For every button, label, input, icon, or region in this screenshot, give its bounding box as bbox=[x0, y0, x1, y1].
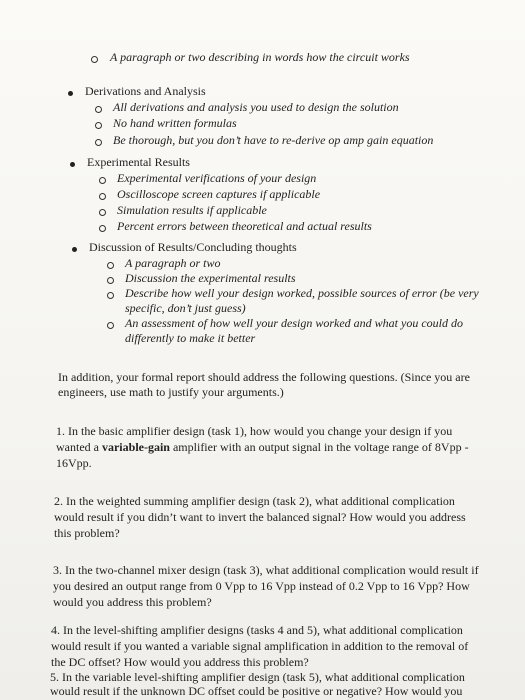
sub-bullet bbox=[99, 193, 106, 200]
list-item: A paragraph or two bbox=[125, 256, 221, 270]
list-item: Discussion the experimental results bbox=[125, 271, 296, 285]
question-3-line: you desired an output range from 0 Vpp to 16 Vpp instead of 0.2 Vpp to 16 Vpp? How bbox=[53, 579, 470, 593]
sub-bullet bbox=[95, 139, 102, 146]
intro-line: In addition, your formal report should address the following questions. (Since you are bbox=[58, 370, 470, 384]
sub-bullet bbox=[107, 262, 114, 269]
question-3-line: 3. In the two-channel mixer design (task 3), what additional complication would result if bbox=[53, 563, 479, 577]
sub-bullet bbox=[95, 122, 102, 129]
intro-line: engineers, use math to justify your arguments.) bbox=[58, 385, 284, 399]
section-heading-experimental: Experimental Results bbox=[87, 155, 190, 169]
list-item: Experimental verifications of your design bbox=[117, 171, 317, 185]
sub-bullet bbox=[91, 56, 98, 63]
sub-bullet bbox=[99, 209, 106, 216]
sub-bullet bbox=[99, 177, 106, 184]
list-item: An assessment of how well your design worked and what you could do bbox=[125, 316, 463, 330]
sub-bullet bbox=[107, 292, 114, 299]
question-4-line: would result if you wanted a variable signal amplification in addition to the removal of bbox=[51, 639, 469, 653]
question-1-line bbox=[56, 440, 469, 454]
section-bullet bbox=[70, 162, 75, 167]
question-2-line: would result if you didn’t want to invert the balanced signal? How would you address bbox=[54, 510, 466, 524]
section-bullet bbox=[72, 247, 77, 252]
question-4-line: 4. In the level-shifting amplifier designs (tasks 4 and 5), what additional complication bbox=[51, 623, 463, 637]
q1-text: wanted a bbox=[56, 440, 102, 454]
sub-bullet bbox=[107, 277, 114, 284]
question-1-line: 16Vpp. bbox=[56, 456, 92, 470]
question-5-line: would result if the unknown DC offset could be positive or negative? How would you bbox=[50, 684, 463, 698]
list-item: All derivations and analysis you used to design the solution bbox=[113, 100, 399, 114]
question-4-line: the DC offset? How would you address this problem? bbox=[51, 655, 309, 669]
list-item: No hand written formulas bbox=[113, 116, 237, 130]
section-heading-discussion: Discussion of Results/Concluding thoughts bbox=[89, 240, 297, 254]
q1-bold-term: variable-gain bbox=[101, 440, 170, 454]
sub-bullet bbox=[99, 225, 106, 232]
list-item-continuation: specific, don’t just guess) bbox=[125, 301, 246, 315]
list-item: Oscilloscope screen captures if applicable bbox=[117, 187, 321, 201]
question-3-line: would you address this problem? bbox=[53, 595, 212, 609]
sub-bullet bbox=[107, 322, 114, 329]
question-2-line: 2. In the weighted summing amplifier design (task 2), what additional complication bbox=[54, 494, 455, 508]
question-1-line: 1. In the basic amplifier design (task 1), how would you change your design if you bbox=[56, 424, 453, 438]
list-item: Describe how well your design worked, possible sources of error (be very bbox=[125, 286, 479, 300]
question-2-line: this problem? bbox=[54, 526, 120, 540]
list-item: Simulation results if applicable bbox=[117, 203, 267, 217]
list-item-continuation: differently to make it better bbox=[125, 331, 256, 345]
section-bullet bbox=[68, 91, 73, 96]
list-item: Be thorough, but you don’t have to re-derive op amp gain equation bbox=[113, 133, 434, 147]
q1-text: amplifier with an output signal in the voltage range of 8Vpp - bbox=[169, 440, 469, 454]
sub-bullet bbox=[95, 106, 102, 113]
question-5-line: 5. In the variable level-shifting amplifier design (task 5), what additional complication bbox=[50, 670, 465, 684]
list-item: Percent errors between theoretical and actual results bbox=[117, 219, 372, 233]
top-item-text: A paragraph or two describing in words how the circuit works bbox=[110, 50, 410, 64]
section-heading-derivations: Derivations and Analysis bbox=[85, 84, 206, 98]
